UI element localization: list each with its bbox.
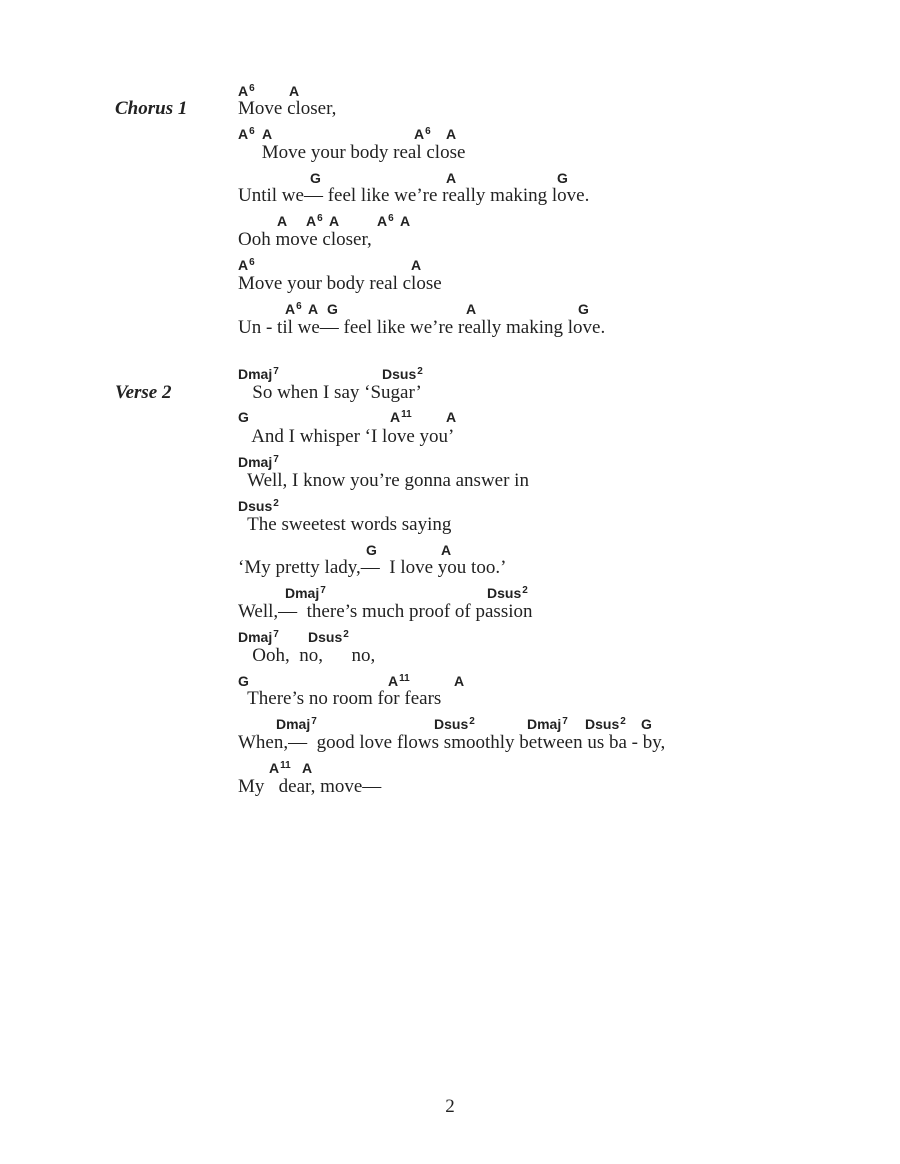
chord-a6: $A^6$: [238, 83, 255, 99]
lyric-line: My dear, move—: [238, 776, 382, 797]
chord-a: A: [262, 126, 273, 142]
lyric-line: Well,— there’s much proof of passion: [238, 601, 533, 622]
page-number: 2: [445, 1096, 455, 1117]
chord-a: A: [400, 213, 411, 229]
chord-dsus2: Dsus$^2$: [585, 716, 626, 732]
chord-a11: $A^{11}$: [388, 673, 410, 689]
chord-a: A: [466, 301, 477, 317]
chord-a6: $A^6$: [238, 126, 255, 142]
chord-a6: $A^6$: [285, 301, 302, 317]
chord-dmaj7: Dmaj$^7$: [276, 716, 317, 732]
chord-g: G: [238, 409, 249, 425]
chord-g: G: [557, 170, 568, 186]
chord-a6: $A^6$: [238, 257, 255, 273]
chord-a11: $A^{11}$: [390, 409, 412, 425]
section-label-verse-2: Verse 2: [115, 382, 172, 403]
lyric-line: And I whisper ‘I love you’: [238, 426, 455, 447]
lyric-line: Ooh move closer,: [238, 229, 372, 250]
chord-a6: $A^6$: [306, 213, 323, 229]
lyric-line: Until we— feel like we’re really making love.: [238, 185, 590, 206]
chord-g: G: [238, 673, 249, 689]
section-label-chorus-1: Chorus 1: [115, 98, 188, 119]
lyric-line: ‘My pretty lady,— I love you too.’: [238, 557, 507, 578]
chord-dmaj7: Dmaj$^7$: [238, 629, 279, 645]
chord-a6: $A^6$: [377, 213, 394, 229]
lyric-line: Un - til we— feel like we’re really making love.: [238, 317, 606, 338]
chord-dmaj7: Dmaj$^7$: [527, 716, 568, 732]
chord-a: A: [454, 673, 465, 689]
lyric-line: Move your body real close: [238, 273, 442, 294]
lyric-line: The sweetest words saying: [238, 514, 452, 535]
chord-g: G: [327, 301, 338, 317]
chord-g: G: [366, 542, 377, 558]
chord-dmaj7: Dmaj$^7$: [285, 585, 326, 601]
chord-dsus2: Dsus$^2$: [487, 585, 528, 601]
chord-a: A: [411, 257, 422, 273]
chord-a: A: [289, 83, 300, 99]
chord-dmaj7: Dmaj$^7$: [238, 366, 279, 382]
chord-a: A: [446, 409, 457, 425]
lyric-line: When,— good love flows smoothly between us ba - by,: [238, 732, 666, 753]
chord-dsus2: Dsus$^2$: [308, 629, 349, 645]
chord-dsus2: Dsus$^2$: [382, 366, 423, 382]
chord-a6: $A^6$: [414, 126, 431, 142]
lyric-line: Move closer,: [238, 98, 337, 119]
lyric-line: There’s no room for fears: [238, 688, 442, 709]
chord-a: A: [329, 213, 340, 229]
lyric-line: Move your body real close: [238, 142, 466, 163]
chord-g: G: [641, 716, 652, 732]
lyric-line: Ooh, no, no,: [238, 645, 376, 666]
chord-a: A: [446, 126, 457, 142]
chord-a: A: [277, 213, 288, 229]
chord-g: G: [310, 170, 321, 186]
chord-a11: $A^{11}$: [269, 760, 291, 776]
chord-dsus2: Dsus$^2$: [238, 498, 279, 514]
lyric-line: So when I say ‘Sugar’: [238, 382, 422, 403]
chord-a: A: [302, 760, 313, 776]
chord-a: A: [441, 542, 452, 558]
chord-dsus2: Dsus$^2$: [434, 716, 475, 732]
chord-g: G: [578, 301, 589, 317]
lyric-line: Well, I know you’re gonna answer in: [238, 470, 529, 491]
chord-a: A: [446, 170, 457, 186]
chord-dmaj7: Dmaj$^7$: [238, 454, 279, 470]
chord-a: A: [308, 301, 319, 317]
